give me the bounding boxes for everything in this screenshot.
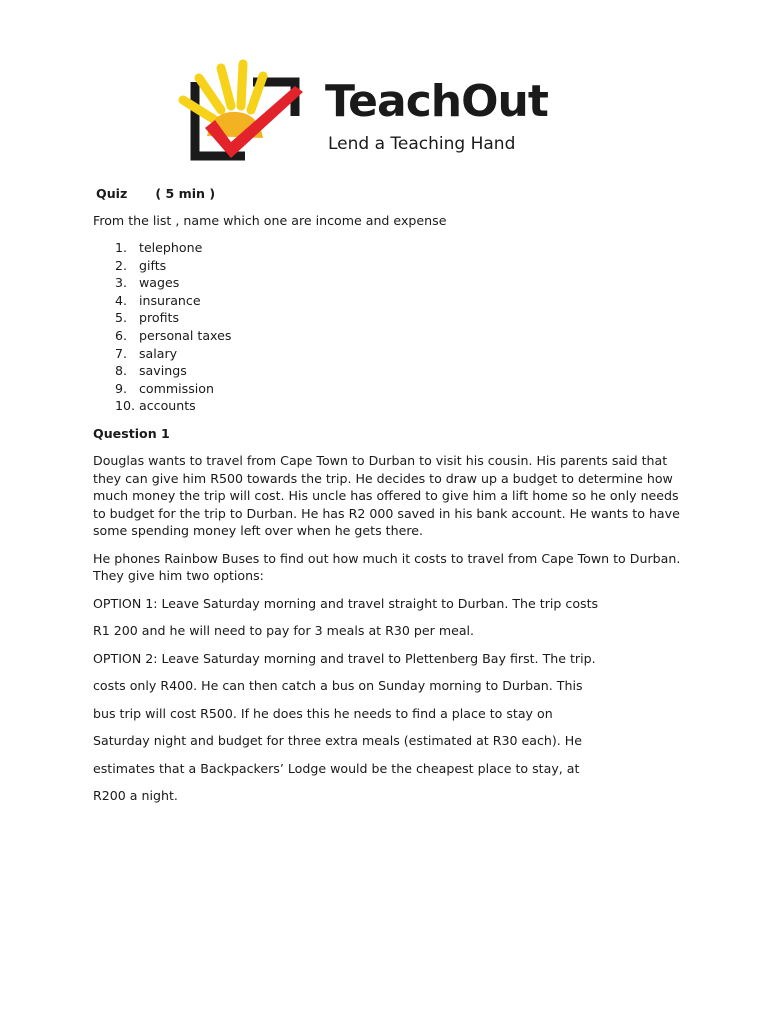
- question-1-paragraph-1: Douglas wants to travel from Cape Town to Durban to visit his cousin. His parents said that they can give him R500 towards the trip. He decides to draw up a budget to determine how much money the trip will cost. His uncle has offered to give him a lift home so he only needs to budget for the trip to Durban. He has R2 000 saved in his bank account. He wants to have some spending money left over when he gets there.: [93, 453, 680, 539]
- option-2-line-3: bus trip will cost R500. If he does this he needs to find a place to stay on: [93, 705, 553, 721]
- list-item: [93, 309, 683, 327]
- list-item: [93, 362, 683, 380]
- list-number: 9.: [115, 380, 128, 396]
- quiz-instruction: From the list , name which one are income and expense: [93, 212, 447, 228]
- logo-emblem: [175, 58, 325, 170]
- quiz-duration: ( 5 min ): [155, 186, 216, 201]
- logo-title: TeachOut: [325, 76, 548, 127]
- quiz-list: [93, 239, 683, 415]
- option-1-line-2: R1 200 and he will need to pay for 3 meals at R30 per meal.: [93, 623, 475, 639]
- list-number: 3.: [115, 275, 128, 291]
- list-number: 10.: [115, 398, 136, 414]
- quiz-heading: [96, 185, 683, 203]
- list-item: [93, 397, 683, 415]
- list-text: personal taxes: [139, 327, 232, 343]
- list-number: 7.: [115, 345, 128, 361]
- list-text: commission: [139, 380, 214, 396]
- list-text: salary: [139, 345, 178, 361]
- list-text: wages: [139, 275, 180, 291]
- logo-tagline: Lend a Teaching Hand: [328, 134, 516, 154]
- list-text: accounts: [139, 398, 196, 414]
- list-number: 2.: [115, 257, 128, 273]
- list-number: 1.: [115, 239, 128, 255]
- list-number: 8.: [115, 363, 128, 379]
- question-1-heading: Question 1: [93, 425, 170, 441]
- question-1-paragraph-2: He phones Rainbow Buses to find out how much it costs to travel from Cape Town to Durban. They give him two options:: [93, 550, 681, 584]
- option-2-line-1: OPTION 2: Leave Saturday morning and travel to Plettenberg Bay first. The trip.: [93, 650, 596, 666]
- list-text: insurance: [139, 292, 201, 308]
- option-2-line-2: costs only R400. He can then catch a bus on Sunday morning to Durban. This: [93, 678, 583, 694]
- list-item: [93, 345, 683, 363]
- list-text: gifts: [139, 257, 167, 273]
- teachout-logo: [175, 58, 595, 170]
- option-1-line-1: OPTION 1: Leave Saturday morning and travel straight to Durban. The trip costs: [93, 595, 599, 611]
- list-item: [93, 327, 683, 345]
- list-number: 5.: [115, 310, 128, 326]
- list-text: telephone: [139, 239, 203, 255]
- document-body: [93, 185, 683, 815]
- list-item: [93, 239, 683, 257]
- list-text: profits: [139, 310, 180, 326]
- list-item: [93, 292, 683, 310]
- list-number: 4.: [115, 292, 128, 308]
- list-text: savings: [139, 363, 187, 379]
- option-2-line-6: R200 a night.: [93, 788, 178, 804]
- list-item: [93, 274, 683, 292]
- list-number: 6.: [115, 327, 128, 343]
- option-2-line-5: estimates that a Backpackers’ Lodge would be the cheapest place to stay, at: [93, 760, 580, 776]
- quiz-label: Quiz: [96, 186, 128, 201]
- option-2-line-4: Saturday night and budget for three extra meals (estimated at R30 each). He: [93, 733, 583, 749]
- list-item: [93, 257, 683, 275]
- list-item: [93, 380, 683, 398]
